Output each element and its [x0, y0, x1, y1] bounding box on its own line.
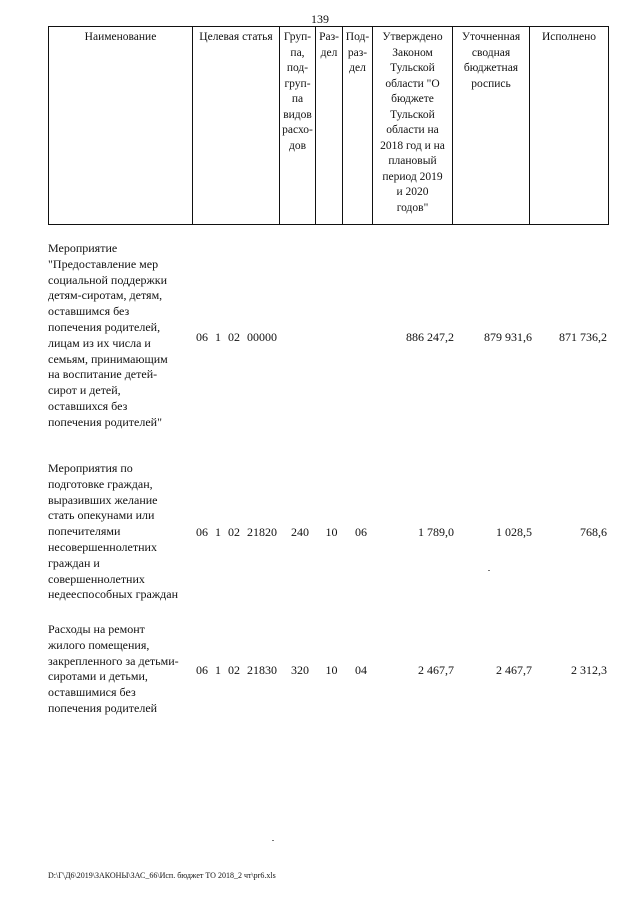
- file-path-footer: D:\Г\Д6\2019\ЗАКОНЫ\ЗАС_66\Исп. бюджет ТО 2018_2 чт\pr6.xls: [48, 871, 276, 880]
- page-number: 139: [311, 12, 329, 26]
- row-subsection: 06: [355, 525, 367, 539]
- row-values: [48, 662, 608, 678]
- header-specified: Уточненная сводная бюджетная роспись: [453, 27, 530, 225]
- row-specified: 2 467,7: [496, 663, 532, 677]
- row-group: 320: [291, 663, 309, 677]
- row-name: Расходы на ремонт жилого помещения, закрепленного за детьми- сиротами и детьми, оставшимися без попечения родителей: [48, 622, 179, 715]
- row-section: 10: [325, 525, 338, 539]
- row-approved: 2 467,7: [418, 663, 454, 677]
- row-section: 10: [325, 663, 338, 677]
- row-name: Мероприятие "Предоставление мер социальной поддержки детям-сиротам, детям, оставшимся без попечения родителей, лицам из их числа и семьям, принимающим на воспитание детей- сирот и детей, оставшихся без попечения родителей": [48, 241, 168, 429]
- scan-speck: [272, 840, 274, 841]
- row-code: 06 1 02 21820: [196, 525, 277, 539]
- header-subsection: Под- раз- дел: [343, 27, 373, 225]
- row-group: 240: [291, 525, 309, 539]
- row-code: 06 1 02 21830: [196, 663, 277, 677]
- row-specified: 1 028,5: [496, 525, 532, 539]
- header-executed: Исполнено: [530, 27, 609, 225]
- header-name: Наименование: [49, 27, 193, 225]
- row-approved: 886 247,2: [406, 330, 454, 344]
- table-header: [48, 26, 609, 225]
- row-approved: 1 789,0: [418, 525, 454, 539]
- row-executed: 768,6: [580, 525, 607, 539]
- header-section: Раз- дел: [316, 27, 343, 225]
- row-values: [48, 524, 608, 540]
- header-target: Целевая статья: [193, 27, 280, 225]
- header-group: Груп- па, под- груп- па видов расхо- дов: [280, 27, 316, 225]
- row-specified: 879 931,6: [484, 330, 532, 344]
- header-approved: Утверждено Законом Тульской области "О бюджете Тульской области на 2018 год и на плановый период 2019 и 2020 годов": [373, 27, 453, 225]
- row-subsection: 04: [355, 663, 367, 677]
- row-executed: 871 736,2: [559, 330, 607, 344]
- row-executed: 2 312,3: [571, 663, 607, 677]
- row-values: [48, 329, 608, 345]
- row-name: Мероприятия по подготовке граждан, выразивших желание стать опекунами или попечителями несовершеннолетних граждан и совершеннолетних недееспособных граждан: [48, 461, 179, 602]
- row-code: 06 1 02 00000: [196, 330, 277, 344]
- scan-speck: [488, 570, 490, 571]
